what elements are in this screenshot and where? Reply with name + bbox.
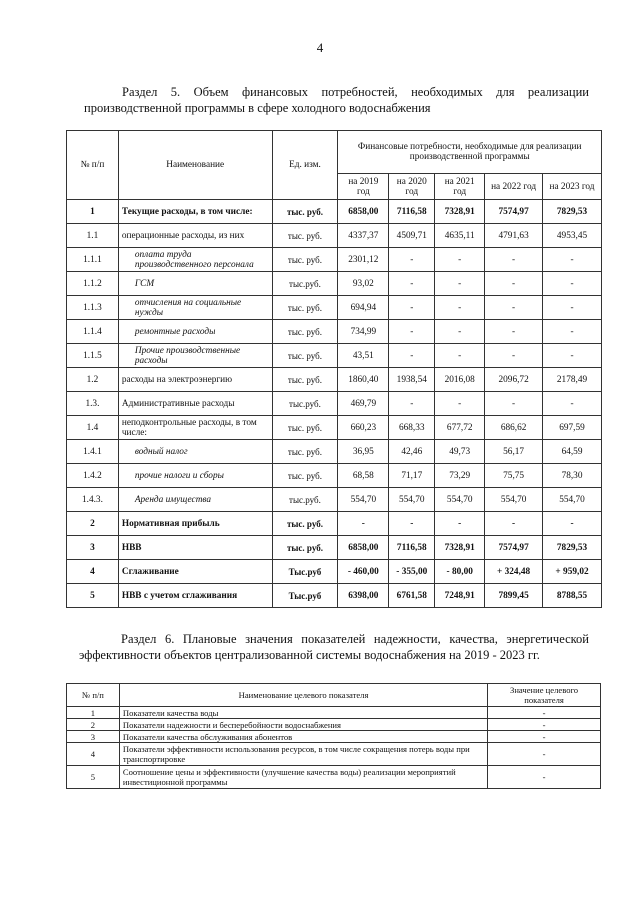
indicator-value: - (488, 743, 601, 766)
indicator-name: Соотношение цены и эффективности (улучшение качества воды) реализации мероприятий инвестиционной программы (119, 766, 487, 789)
row-unit: тыс. руб. (272, 536, 338, 560)
indicator-number: 5 (67, 766, 120, 789)
table-row (67, 584, 602, 608)
row-value: 2301,12 (338, 248, 389, 272)
table-row (67, 368, 602, 392)
col-header-year: на 2020 год (389, 174, 435, 200)
table-row (67, 707, 601, 719)
table-row (67, 440, 602, 464)
row-name: оплата труда производственного персонала (118, 248, 272, 272)
row-value: 6858,00 (338, 536, 389, 560)
row-value: 554,70 (485, 488, 543, 512)
col-header-year: на 2019 год (338, 174, 389, 200)
section-5-title: Раздел 5. Объем финансовых потребностей, необходимых для реализации производственной программы в сфере холодного водоснабжения (84, 85, 589, 115)
row-unit: тыс. руб. (272, 248, 338, 272)
col-header-year: на 2023 год (543, 174, 602, 200)
row-value: - (543, 248, 602, 272)
row-value: 7829,53 (543, 536, 602, 560)
row-value: 660,23 (338, 416, 389, 440)
col-header-fin-needs: Финансовые потребности, необходимые для реализации производственной программы (338, 131, 602, 174)
row-name: отчисления на социальные нужды (118, 296, 272, 320)
row-value: - (435, 296, 485, 320)
row-value: - (389, 296, 435, 320)
row-name: Административные расходы (118, 392, 272, 416)
row-value: 554,70 (435, 488, 485, 512)
row-value: 43,51 (338, 344, 389, 368)
row-value: 1938,54 (389, 368, 435, 392)
indicator-value: - (488, 719, 601, 731)
row-name: ремонтные расходы (118, 320, 272, 344)
row-value: 2178,49 (543, 368, 602, 392)
row-value: 8788,55 (543, 584, 602, 608)
row-value: - (543, 344, 602, 368)
indicator-value: - (488, 707, 601, 719)
row-unit: тыс. руб. (272, 440, 338, 464)
row-name: операционные расходы, из них (118, 224, 272, 248)
row-value: - (435, 344, 485, 368)
col-header-year: на 2021 год (435, 174, 485, 200)
row-value: 4791,63 (485, 224, 543, 248)
row-number: 1.1.2 (67, 272, 119, 296)
row-name: Сглаживание (118, 560, 272, 584)
row-value: - (485, 272, 543, 296)
row-number: 1.4.1 (67, 440, 119, 464)
row-unit: тыс.руб. (272, 392, 338, 416)
row-value: - (389, 344, 435, 368)
row-number: 5 (67, 584, 119, 608)
section-6-title: Раздел 6. Плановые значения показателей надежности, качества, энергетической эффективности объектов централизованной системы водоснабжения на 2019 - 2023 гг. (79, 632, 589, 662)
row-number: 1.1.1 (67, 248, 119, 272)
row-value: 7328,91 (435, 200, 485, 224)
row-value: - (485, 344, 543, 368)
row-unit: тыс. руб. (272, 368, 338, 392)
col-header-year: на 2022 год (485, 174, 543, 200)
row-unit: тыс. руб. (272, 320, 338, 344)
indicator-name: Показатели качества воды (119, 707, 487, 719)
row-value: 7574,97 (485, 536, 543, 560)
row-name: Прочие производственные расходы (118, 344, 272, 368)
table-row (67, 488, 602, 512)
table-row (67, 416, 602, 440)
row-value: 554,70 (543, 488, 602, 512)
indicator-value: - (488, 766, 601, 789)
table-row (67, 719, 601, 731)
row-number: 1.1.4 (67, 320, 119, 344)
row-value: 4337,37 (338, 224, 389, 248)
row-unit: тыс. руб. (272, 200, 338, 224)
row-unit: Тыс.руб (272, 584, 338, 608)
row-number: 1.4.3. (67, 488, 119, 512)
indicator-value: - (488, 731, 601, 743)
row-value: - (389, 392, 435, 416)
row-name: расходы на электроэнергию (118, 368, 272, 392)
row-value: - (435, 320, 485, 344)
row-value: 7574,97 (485, 200, 543, 224)
row-value: 2096,72 (485, 368, 543, 392)
row-value: - (543, 272, 602, 296)
row-name: Аренда имущества (118, 488, 272, 512)
row-name: прочие налоги и сборы (118, 464, 272, 488)
row-value: - (485, 392, 543, 416)
page-number: 4 (316, 40, 324, 55)
row-value: 7248,91 (435, 584, 485, 608)
row-value: - (435, 272, 485, 296)
row-unit: тыс. руб. (272, 344, 338, 368)
row-value: 78,30 (543, 464, 602, 488)
row-name: водный налог (118, 440, 272, 464)
row-value: 71,17 (389, 464, 435, 488)
row-value: 7829,53 (543, 200, 602, 224)
indicator-number: 2 (67, 719, 120, 731)
row-value: 64,59 (543, 440, 602, 464)
row-value: 686,62 (485, 416, 543, 440)
row-value: 93,02 (338, 272, 389, 296)
row-value: 1860,40 (338, 368, 389, 392)
financial-needs-table (66, 130, 602, 608)
target-indicators-table (66, 683, 601, 789)
row-unit: тыс. руб. (272, 512, 338, 536)
row-number: 4 (67, 560, 119, 584)
row-number: 1.1.3 (67, 296, 119, 320)
col-header-indicator-value: Значение целевого показателя (488, 684, 601, 707)
row-value: 49,73 (435, 440, 485, 464)
row-value: 6398,00 (338, 584, 389, 608)
row-value: 6761,58 (389, 584, 435, 608)
row-value: - (389, 512, 435, 536)
indicator-name: Показатели эффективности использования ресурсов, в том числе сокращения потерь воды при транспортировке (119, 743, 487, 766)
table-row (67, 731, 601, 743)
row-number: 1.1.5 (67, 344, 119, 368)
row-number: 2 (67, 512, 119, 536)
row-value: 7116,58 (389, 200, 435, 224)
row-value: - 80,00 (435, 560, 485, 584)
row-unit: тыс. руб. (272, 296, 338, 320)
row-value: 677,72 (435, 416, 485, 440)
row-value: - (485, 296, 543, 320)
row-value: 68,58 (338, 464, 389, 488)
indicator-name: Показатели надежности и бесперебойности водоснабжения (119, 719, 487, 731)
row-value: - 460,00 (338, 560, 389, 584)
row-unit: тыс.руб. (272, 488, 338, 512)
row-number: 1.1 (67, 224, 119, 248)
row-value: 4953,45 (543, 224, 602, 248)
row-value: - (435, 512, 485, 536)
indicator-name: Показатели качества обслуживания абонентов (119, 731, 487, 743)
row-unit: тыс. руб. (272, 416, 338, 440)
col-header-num: № п/п (67, 131, 119, 200)
row-value: 7899,45 (485, 584, 543, 608)
indicator-number: 4 (67, 743, 120, 766)
row-value: 734,99 (338, 320, 389, 344)
row-value: 554,70 (338, 488, 389, 512)
row-value: 694,94 (338, 296, 389, 320)
row-value: - (543, 512, 602, 536)
row-value: 7116,58 (389, 536, 435, 560)
row-value: 56,17 (485, 440, 543, 464)
indicator-number: 1 (67, 707, 120, 719)
row-unit: тыс. руб. (272, 464, 338, 488)
col-header-name: Наименование (118, 131, 272, 200)
row-value: - (338, 512, 389, 536)
col-header-num: № п/п (67, 684, 120, 707)
row-number: 1.4 (67, 416, 119, 440)
row-value: 4509,71 (389, 224, 435, 248)
row-unit: тыс.руб. (272, 272, 338, 296)
table-row (67, 392, 602, 416)
row-value: 697,59 (543, 416, 602, 440)
row-value: - (389, 320, 435, 344)
table-row (67, 536, 602, 560)
table-row (67, 766, 601, 789)
row-unit: Тыс.руб (272, 560, 338, 584)
row-number: 3 (67, 536, 119, 560)
row-value: 73,29 (435, 464, 485, 488)
row-value: 2016,08 (435, 368, 485, 392)
row-number: 1.3. (67, 392, 119, 416)
row-value: - (485, 248, 543, 272)
row-name: ГСМ (118, 272, 272, 296)
row-unit: тыс. руб. (272, 224, 338, 248)
row-name: НВВ с учетом сглаживания (118, 584, 272, 608)
row-name: Нормативная прибыль (118, 512, 272, 536)
table-row (67, 272, 602, 296)
indicator-number: 3 (67, 731, 120, 743)
table-row (67, 560, 602, 584)
row-value: - (389, 272, 435, 296)
row-value: - (435, 392, 485, 416)
row-name: неподконтрольные расходы, в том числе: (118, 416, 272, 440)
row-value: - (485, 320, 543, 344)
row-number: 1.4.2 (67, 464, 119, 488)
row-value: 554,70 (389, 488, 435, 512)
row-name: НВВ (118, 536, 272, 560)
row-value: 36,95 (338, 440, 389, 464)
row-value: 469,79 (338, 392, 389, 416)
row-value: + 324,48 (485, 560, 543, 584)
row-name: Текущие расходы, в том числе: (118, 200, 272, 224)
table-row (67, 464, 602, 488)
row-value: - 355,00 (389, 560, 435, 584)
row-value: 42,46 (389, 440, 435, 464)
row-value: - (543, 392, 602, 416)
row-number: 1 (67, 200, 119, 224)
table-row (67, 320, 602, 344)
row-number: 1.2 (67, 368, 119, 392)
table-row (67, 248, 602, 272)
table-row (67, 224, 602, 248)
row-value: 668,33 (389, 416, 435, 440)
table-row (67, 743, 601, 766)
col-header-unit: Ед. изм. (272, 131, 338, 200)
row-value: 7328,91 (435, 536, 485, 560)
table-row (67, 296, 602, 320)
row-value: - (543, 320, 602, 344)
row-value: - (389, 248, 435, 272)
table-row (67, 512, 602, 536)
row-value: 75,75 (485, 464, 543, 488)
row-value: - (543, 296, 602, 320)
row-value: - (485, 512, 543, 536)
row-value: 4635,11 (435, 224, 485, 248)
row-value: - (435, 248, 485, 272)
row-value: 6858,00 (338, 200, 389, 224)
row-value: + 959,02 (543, 560, 602, 584)
col-header-indicator: Наименование целевого показателя (119, 684, 487, 707)
table-row (67, 344, 602, 368)
table-row (67, 200, 602, 224)
